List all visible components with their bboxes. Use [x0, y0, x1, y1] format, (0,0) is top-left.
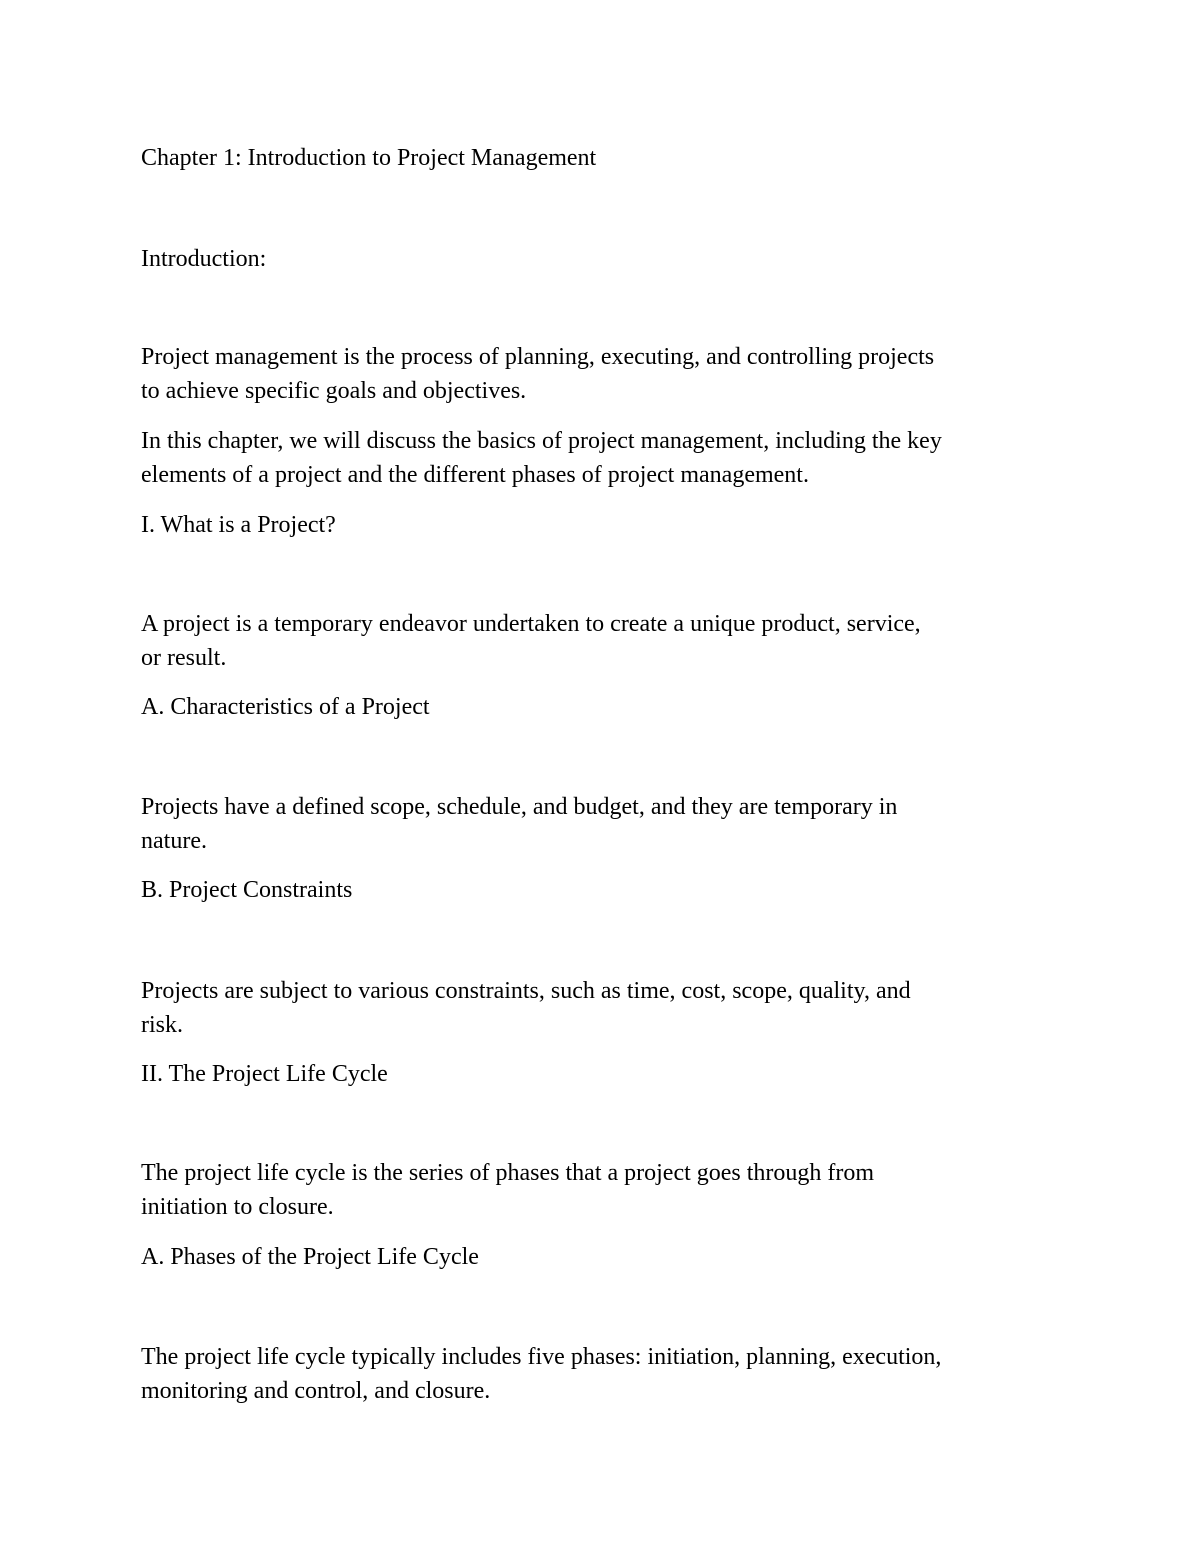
paragraph-3-line-2: or result.: [141, 645, 227, 671]
section-2-heading: II. The Project Life Cycle: [141, 1061, 388, 1087]
paragraph-4-line-1: Projects have a defined scope, schedule, and budget, and they are temporary in: [141, 794, 898, 820]
paragraph-1-line-2: to achieve specific goals and objectives.: [141, 378, 527, 404]
paragraph-7-line-2: monitoring and control, and closure.: [141, 1378, 491, 1404]
paragraph-5-line-1: Projects are subject to various constraints, such as time, cost, scope, quality, and: [141, 978, 911, 1004]
section-1-heading: I. What is a Project?: [141, 512, 336, 538]
paragraph-7-line-1: The project life cycle typically includes five phases: initiation, planning, execution,: [141, 1344, 942, 1370]
intro-heading: Introduction:: [141, 246, 267, 272]
subsection-a1-heading: A. Characteristics of a Project: [141, 694, 430, 720]
paragraph-4-line-2: nature.: [141, 828, 207, 854]
subsection-a2-heading: A. Phases of the Project Life Cycle: [141, 1244, 479, 1270]
paragraph-2-line-1: In this chapter, we will discuss the basics of project management, including the key: [141, 428, 942, 454]
paragraph-6-line-2: initiation to closure.: [141, 1194, 334, 1220]
chapter-title: Chapter 1: Introduction to Project Management: [141, 145, 597, 171]
paragraph-5-line-2: risk.: [141, 1012, 183, 1038]
subsection-b1-heading: B. Project Constraints: [141, 877, 353, 903]
paragraph-2-line-2: elements of a project and the different phases of project management.: [141, 462, 809, 488]
paragraph-1-line-1: Project management is the process of planning, executing, and controlling projects: [141, 344, 935, 370]
paragraph-3-line-1: A project is a temporary endeavor undertaken to create a unique product, service,: [141, 611, 921, 637]
paragraph-6-line-1: The project life cycle is the series of phases that a project goes through from: [141, 1160, 875, 1186]
